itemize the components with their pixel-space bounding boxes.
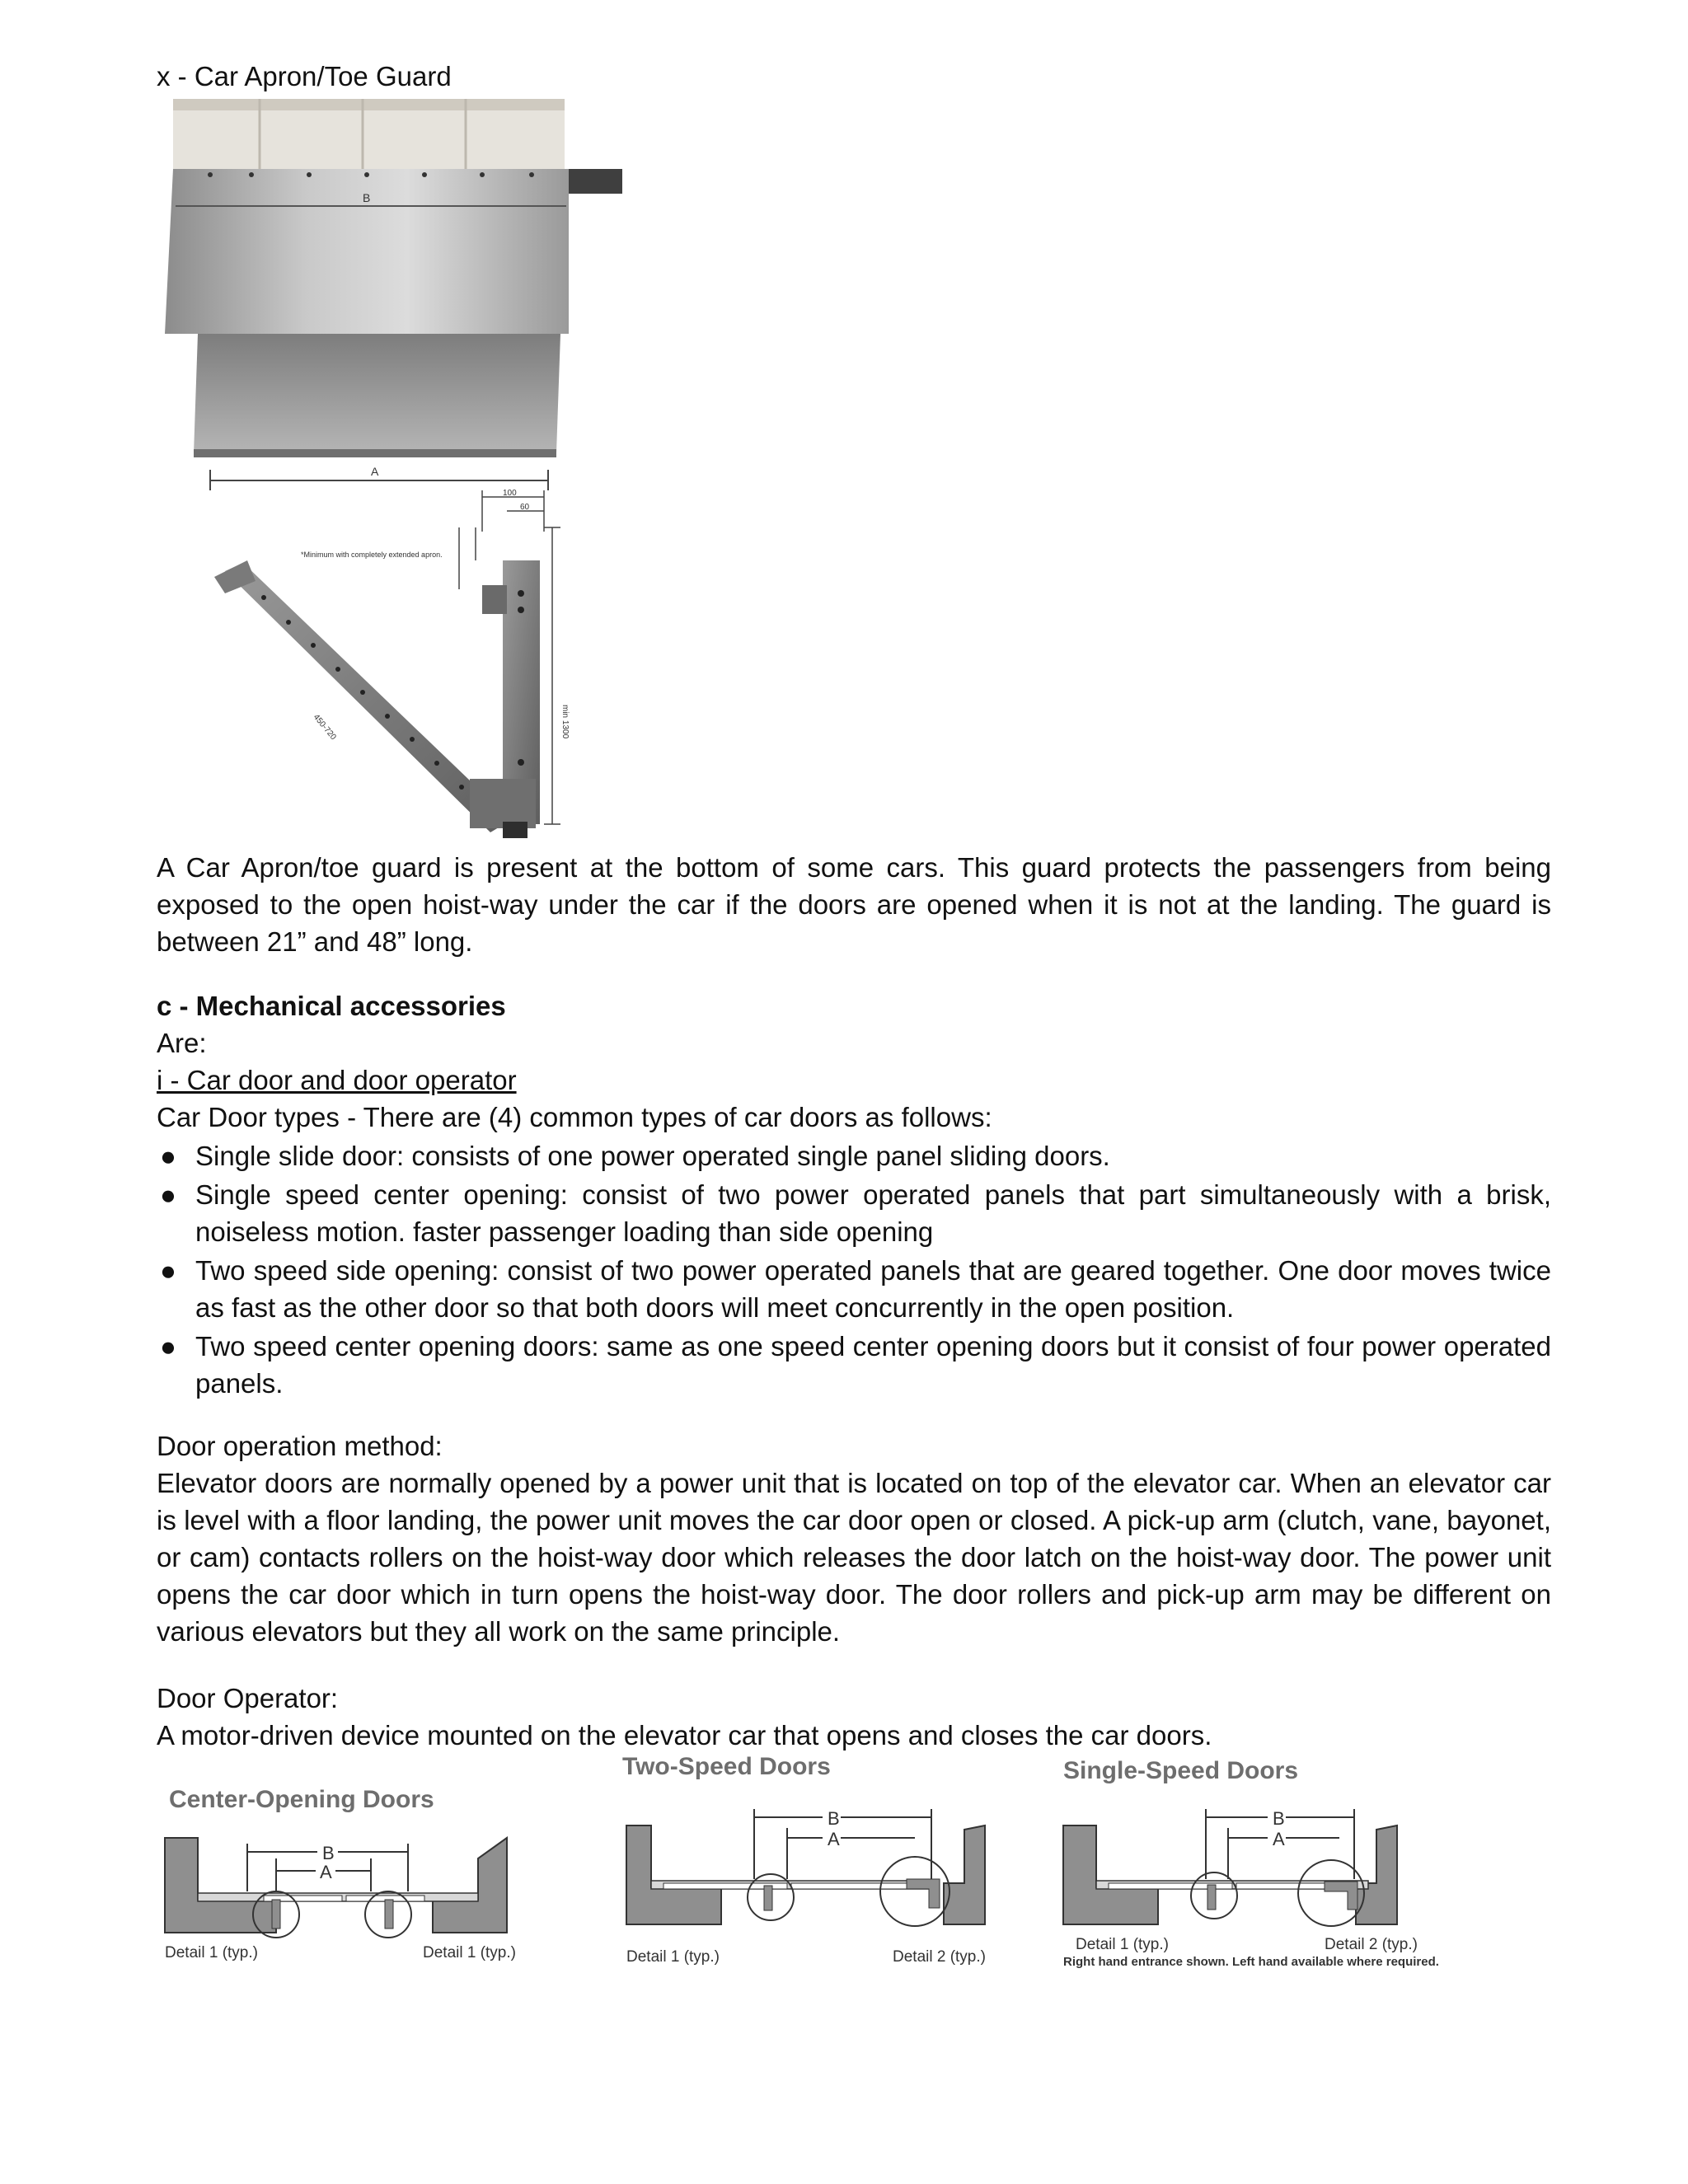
list-item: ● Single slide door: consists of one power operated single panel sliding doors.	[157, 1137, 1551, 1174]
bullet-icon: ●	[160, 1331, 176, 1361]
bullet-icon: ●	[160, 1179, 176, 1210]
door-operation-paragraph: Elevator doors are normally opened by a power unit that is located on top of the elevator car. When an elevator car is level with a floor landing, the power unit moves the car door open or closed. A pick-up arm (clutch, vane, bayonet, or cam) contacts rollers on the hoist-way door which releases the door latch on the hoist-way door. The power unit opens the car door which in turn opens the hoist-way door. The door rollers and pick-up arm may be different on various elevators but they all work on the same principle.	[157, 1468, 1551, 1647]
section-heading-apron: x - Car Apron/Toe Guard	[157, 61, 452, 91]
center-opening-a: A	[320, 1862, 332, 1882]
single-speed-title: Single-Speed Doors	[1063, 1757, 1299, 1784]
single-speed-note: Right hand entrance shown. Left hand available where required.	[1063, 1955, 1439, 1969]
center-opening-diagram	[161, 1776, 548, 1974]
single-speed-detail-right: Detail 2 (typ.)	[1325, 1936, 1418, 1953]
single-speed-detail-left: Detail 1 (typ.)	[1076, 1936, 1169, 1953]
list-item: ● Two speed center opening doors: same as one speed center opening doors but it consist of four power operated panels.	[157, 1328, 1551, 1402]
single-speed-b: B	[1273, 1808, 1285, 1829]
subheading-car-door: i - Car door and door operator	[157, 1065, 517, 1095]
two-speed-title: Two-Speed Doors	[622, 1753, 831, 1780]
apron-dim-vertical: min 1300	[560, 705, 570, 739]
car-door-types-list	[157, 1137, 1551, 1404]
bullet-icon: ●	[160, 1255, 176, 1286]
list-item: ● Single speed center opening: consist of two power operated panels that part simultaneously with a brisk, noiseless motion. faster passenger loading than side opening	[157, 1176, 1551, 1250]
single-speed-a: A	[1273, 1829, 1285, 1849]
center-opening-b: B	[322, 1843, 335, 1863]
two-speed-detail-right: Detail 2 (typ.)	[893, 1948, 986, 1966]
door-operator-title: Door Operator:	[157, 1683, 339, 1713]
two-speed-diagram	[622, 1747, 1010, 1978]
apron-photo	[161, 95, 655, 845]
two-speed-b: B	[828, 1808, 840, 1829]
apron-dim-diagonal: 450-720	[311, 712, 338, 743]
apron-plate-lower	[194, 334, 560, 453]
center-opening-detail-left: Detail 1 (typ.)	[165, 1944, 258, 1961]
bullet-icon: ●	[160, 1141, 176, 1171]
center-opening-title: Center-Opening Doors	[169, 1786, 434, 1813]
are-label: Are:	[157, 1028, 207, 1058]
apron-dim-60: 60	[520, 503, 530, 512]
apron-bracket-diagonal	[225, 563, 511, 832]
car-door-intro: Car Door types - There are (4) common types of car doors as follows:	[157, 1102, 992, 1132]
door-operator-paragraph: A motor-driven device mounted on the elevator car that opens and closes the car doors.	[157, 1720, 1212, 1750]
apron-side-sill	[565, 169, 622, 194]
door-operation-title: Door operation method:	[157, 1431, 443, 1461]
center-opening-detail-right: Detail 1 (typ.)	[423, 1944, 516, 1961]
single-speed-diagram	[1059, 1751, 1504, 1978]
apron-car-top	[173, 99, 565, 177]
two-speed-detail-left: Detail 1 (typ.)	[626, 1948, 720, 1966]
apron-note: *Minimum with completely extended apron.	[301, 551, 443, 559]
apron-label-a: A	[371, 465, 379, 478]
apron-paragraph: A Car Apron/toe guard is present at the bottom of some cars. This guard protects the passengers from being exposed to the open hoist-way under the car if the doors are opened when it is not at the landing. The guard is between 21” and 48” long.	[157, 852, 1551, 957]
list-item: ● Two speed side opening: consist of two power operated panels that are geared together. One door moves twice as fast as the other door so that both doors will meet concurrently in the open position.	[157, 1252, 1551, 1326]
section-heading-mechanical: c - Mechanical accessories	[157, 991, 506, 1021]
two-speed-a: A	[828, 1829, 840, 1849]
apron-label-b: B	[363, 191, 371, 204]
apron-dim-100: 100	[503, 489, 517, 498]
